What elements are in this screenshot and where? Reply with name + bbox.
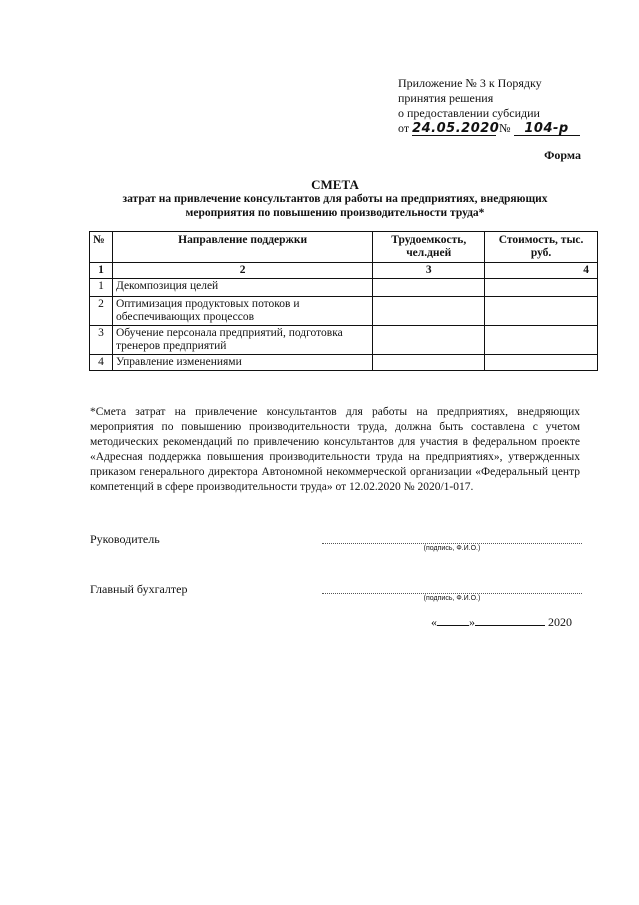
row-number: 4 (90, 355, 113, 371)
date-line (431, 615, 572, 630)
column-number-row (90, 263, 598, 279)
row-labor (373, 326, 485, 355)
date-close-quote: » (469, 615, 475, 629)
month-blank (475, 615, 545, 626)
row-labor (373, 279, 485, 297)
date-open-quote: « (431, 615, 437, 629)
subtitle-line-1: затрат на привлечение консультантов для работы на предприятиях, внедряющих (122, 193, 548, 205)
accountant-signature-caption: (подпись, Ф.И.О.) (423, 595, 481, 602)
row-cost (485, 279, 598, 297)
appendix-decree-line (398, 121, 580, 136)
appendix-line-1: Приложение № 3 к Порядку (398, 76, 542, 90)
row-cost (485, 297, 598, 326)
accountant-signature-line (322, 592, 582, 594)
column-number: 2 (112, 263, 372, 279)
appendix-number: 104-р (514, 122, 580, 136)
row-number: 3 (90, 326, 113, 355)
head-signature-line (322, 542, 582, 544)
date-year: 2020 (548, 615, 572, 629)
row-number: 1 (90, 279, 113, 297)
row-cost (485, 326, 598, 355)
header-number: № (90, 232, 113, 263)
footnote: *Смета затрат на привлечение консультантов для работы на предприятиях, внедряющих мероприятия по повышению производительности труда, должна быть составлена с учетом методических рекомендаций по привлечению консультантов для участия в федеральном проекте «Адресная поддержка повышения производительности труда на предприятиях», утвержденных приказом генерального директора Автономной некоммерческой организации «Федеральный центр компетенций в сфере производительности труда» от 12.02.2020 № 2020/1-017. (90, 406, 580, 493)
appendix-line-2: принятия решения (398, 91, 494, 105)
appendix-date: 24.05.2020 (412, 121, 500, 136)
row-direction: Управление изменениями (112, 355, 372, 371)
column-number: 3 (373, 263, 485, 279)
table-row (90, 279, 598, 297)
row-labor (373, 355, 485, 371)
appendix-number-label: № (499, 121, 511, 135)
header-labor: Трудоемкость, чел.дней (373, 232, 485, 263)
row-direction: Обучение персонала предприятий, подготовка тренеров предприятий (112, 326, 372, 355)
table-header-row (90, 232, 598, 263)
row-number: 2 (90, 297, 113, 326)
day-blank (437, 615, 469, 626)
appendix-block (398, 76, 580, 136)
appendix-from-label: от (398, 121, 410, 135)
head-signature-label: Руководитель (90, 532, 160, 546)
appendix-line-3: о предоставлении субсидии (398, 106, 540, 120)
row-direction: Оптимизация продуктовых потоков и обеспечивающих процессов (112, 297, 372, 326)
header-cost: Стоимость, тыс. руб. (485, 232, 598, 263)
column-number: 4 (485, 263, 598, 279)
form-label: Форма (544, 148, 581, 162)
header-direction: Направление поддержки (112, 232, 372, 263)
head-signature-caption: (подпись, Ф.И.О.) (423, 545, 481, 552)
estimate-table (89, 231, 598, 371)
document-heading: СМЕТА (311, 177, 359, 192)
table-row (90, 297, 598, 326)
subtitle-line-2: мероприятия по повышению производительности труда* (185, 207, 485, 219)
accountant-signature-label: Главный бухгалтер (90, 582, 188, 596)
column-number: 1 (90, 263, 113, 279)
document-subtitle (90, 192, 580, 220)
row-labor (373, 297, 485, 326)
row-cost (485, 355, 598, 371)
table-row (90, 355, 598, 371)
row-direction: Декомпозиция целей (112, 279, 372, 297)
table-row (90, 326, 598, 355)
